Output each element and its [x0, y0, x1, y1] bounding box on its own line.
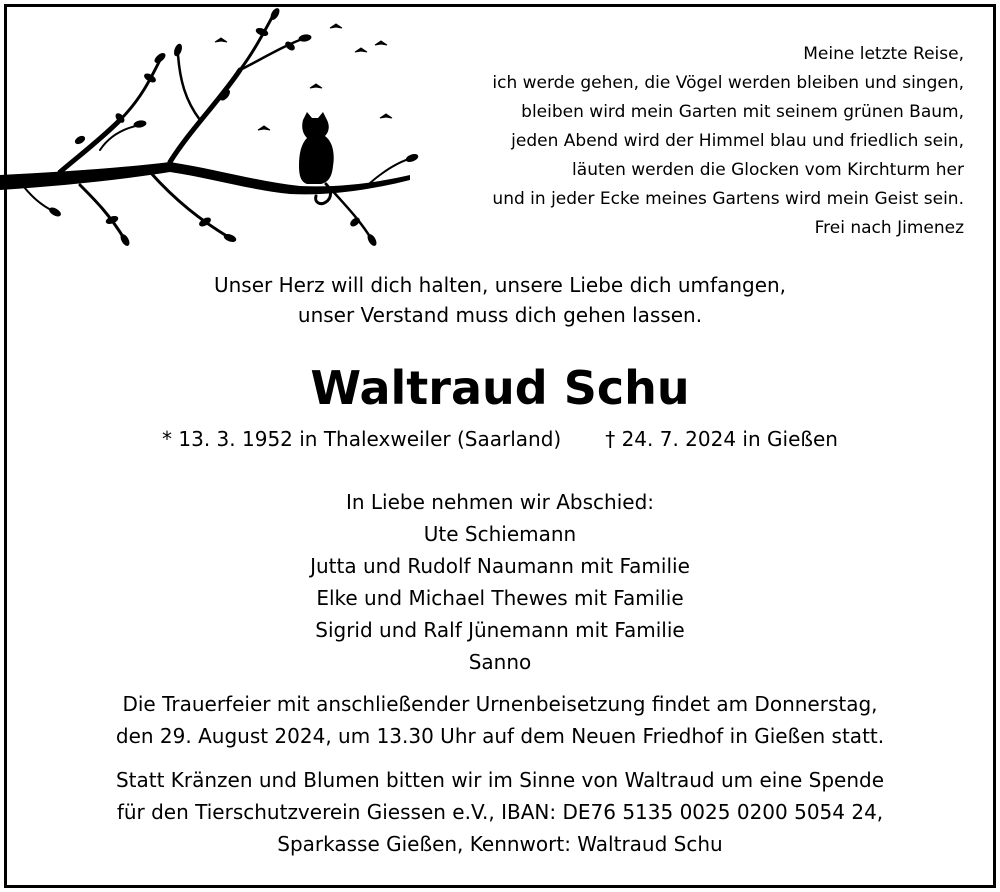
- poem: [404, 40, 964, 243]
- mourners: [0, 486, 1000, 678]
- mourner-name: Sanno: [468, 650, 532, 674]
- donation-line: Statt Kränzen und Blumen bitten wir im Sinne von Waltraud um eine Spende: [115, 768, 885, 792]
- poem-line: ich werde gehen, die Vögel werden bleiben und singen,: [492, 73, 964, 93]
- verse-line: unser Verstand muss dich gehen lassen.: [297, 303, 703, 327]
- poem-line: bleiben wird mein Garten mit seinem grünen Baum,: [521, 102, 964, 122]
- donation-line: für den Tierschutzverein Giessen e.V., IBAN: DE76 5135 0025 0200 5054 24,: [116, 800, 884, 824]
- funeral-line: den 29. August 2024, um 13.30 Uhr auf dem Neuen Friedhof in Gießen statt.: [115, 724, 885, 748]
- verse-line: Unser Herz will dich halten, unsere Liebe dich umfangen,: [213, 273, 787, 297]
- death-date: † 24. 7. 2024 in Gießen: [605, 427, 838, 451]
- verse: [0, 270, 1000, 330]
- poem-line: Meine letzte Reise,: [803, 44, 964, 64]
- poem-line: und in jeder Ecke meines Gartens wird mein Geist sein.: [492, 189, 964, 209]
- birth-date: * 13. 3. 1952 in Thalexweiler (Saarland): [162, 427, 562, 451]
- funeral-info: [0, 688, 1000, 752]
- poem-line: jeden Abend wird der Himmel blau und friedlich sein,: [511, 131, 964, 151]
- donation-line: Sparkasse Gießen, Kennwort: Waltraud Schu: [277, 832, 723, 856]
- mourner-name: Ute Schiemann: [423, 522, 577, 546]
- poem-line: läuten werden die Glocken vom Kirchturm her: [572, 160, 964, 180]
- mourner-name: Elke und Michael Thewes mit Familie: [316, 586, 684, 610]
- cat-on-branch-silhouette-icon: [0, 0, 420, 262]
- deceased-name: Waltraud Schu: [310, 361, 690, 415]
- poem-attribution: Frei nach Jimenez: [814, 218, 964, 238]
- mourners-intro: In Liebe nehmen wir Abschied:: [345, 490, 655, 514]
- mourner-name: Sigrid und Ralf Jünemann mit Familie: [315, 618, 685, 642]
- mourner-name: Jutta und Rudolf Naumann mit Familie: [310, 554, 690, 578]
- funeral-line: Die Trauerfeier mit anschließender Urnenbeisetzung findet am Donnerstag,: [122, 692, 878, 716]
- donation-info: [0, 764, 1000, 860]
- life-dates: [0, 424, 1000, 454]
